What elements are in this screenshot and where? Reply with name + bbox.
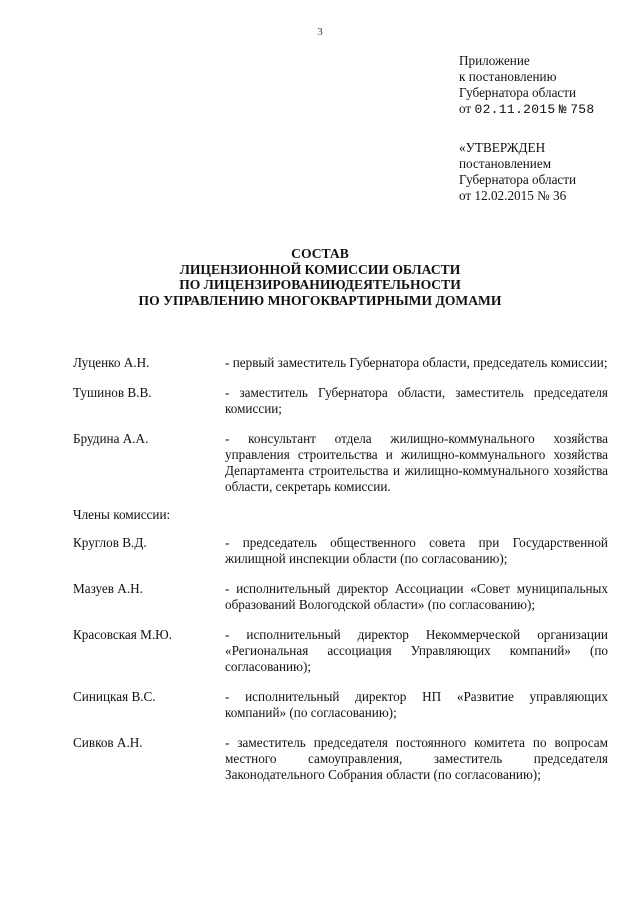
commission-list [73,355,608,797]
member-role: - заместитель председателя постоянного комитета по вопросам местного самоуправления, заместитель председателя Законодательного Собрания области (по согласованию); [225,735,608,782]
members-heading: Члены комиссии: [73,507,171,522]
page-number: 3 [317,26,323,38]
member-role: - консультант отдела жилищно-коммунального хозяйства управления строительства и жилищно-коммунального хозяйства Департамента строительства и жилищно-коммунального хозяйства области, секретарь комиссии. [225,431,608,494]
member-role: - исполнительный директор НП «Развитие управляющих компаний» (по согласованию); [225,689,608,720]
appendix-date-prefix: от [459,101,472,116]
approved-line-4: от 12.02.2015 № 36 [459,188,567,203]
appendix-date-line [459,101,595,118]
member-name: Синицкая В.С. [73,689,156,704]
member-name: Круглов В.Д. [73,535,147,550]
member-name: Красовская М.Ю. [73,627,172,642]
list-item [73,689,608,721]
appendix-line-2: к постановлению [459,69,557,84]
title-line-1: СОСТАВ [291,246,349,261]
document-title [0,246,640,308]
approved-line-2: постановлением [459,156,552,171]
appendix-number-sign: № [558,102,567,117]
list-item [73,627,608,675]
title-line-3: ПО ЛИЦЕНЗИРОВАНИЮДЕЯТЕЛЬНОСТИ [179,277,461,292]
title-line-4: ПО УПРАВЛЕНИЮ МНОГОКВАРТИРНЫМИ ДОМАМИ [138,292,502,308]
list-item [73,535,608,567]
member-role: - исполнительный директор Ассоциации «Совет муниципальных образований Вологодской области» (по согласованию); [225,581,608,612]
appendix-line-1: Приложение [459,53,530,68]
list-item [73,385,608,417]
member-name: Мазуев А.Н. [73,581,143,596]
approved-line-1: «УТВЕРЖДЕН [459,140,546,155]
member-name: Сивков А.Н. [73,735,143,750]
list-item [73,735,608,783]
member-role: - первый заместитель Губернатора области, председатель комиссии; [225,355,608,370]
appendix-date: 02.11.2015 [474,102,556,117]
title-line-2: ЛИЦЕНЗИОННОЙ КОМИССИИ ОБЛАСТИ [179,261,461,277]
appendix-number: 758 [570,102,595,117]
member-name: Тушинов В.В. [73,385,152,400]
member-role: - председатель общественного совета при Государственной жилищной инспекции области (по согласованию); [225,535,608,566]
appendix-block [459,53,595,118]
member-role: - исполнительный директор Некоммерческой организации «Региональная ассоциация Управляющих компаний» (по согласованию); [225,627,608,674]
member-role: - заместитель Губернатора области, заместитель председателя комиссии; [225,385,608,416]
member-name: Брудина А.А. [73,431,149,446]
list-item [73,355,608,371]
member-name: Луценко А.Н. [73,355,150,370]
list-item [73,581,608,613]
list-item [73,431,608,495]
approved-block [459,140,576,204]
appendix-line-3: Губернатора области [459,85,577,100]
approved-line-3: Губернатора области [459,172,577,187]
